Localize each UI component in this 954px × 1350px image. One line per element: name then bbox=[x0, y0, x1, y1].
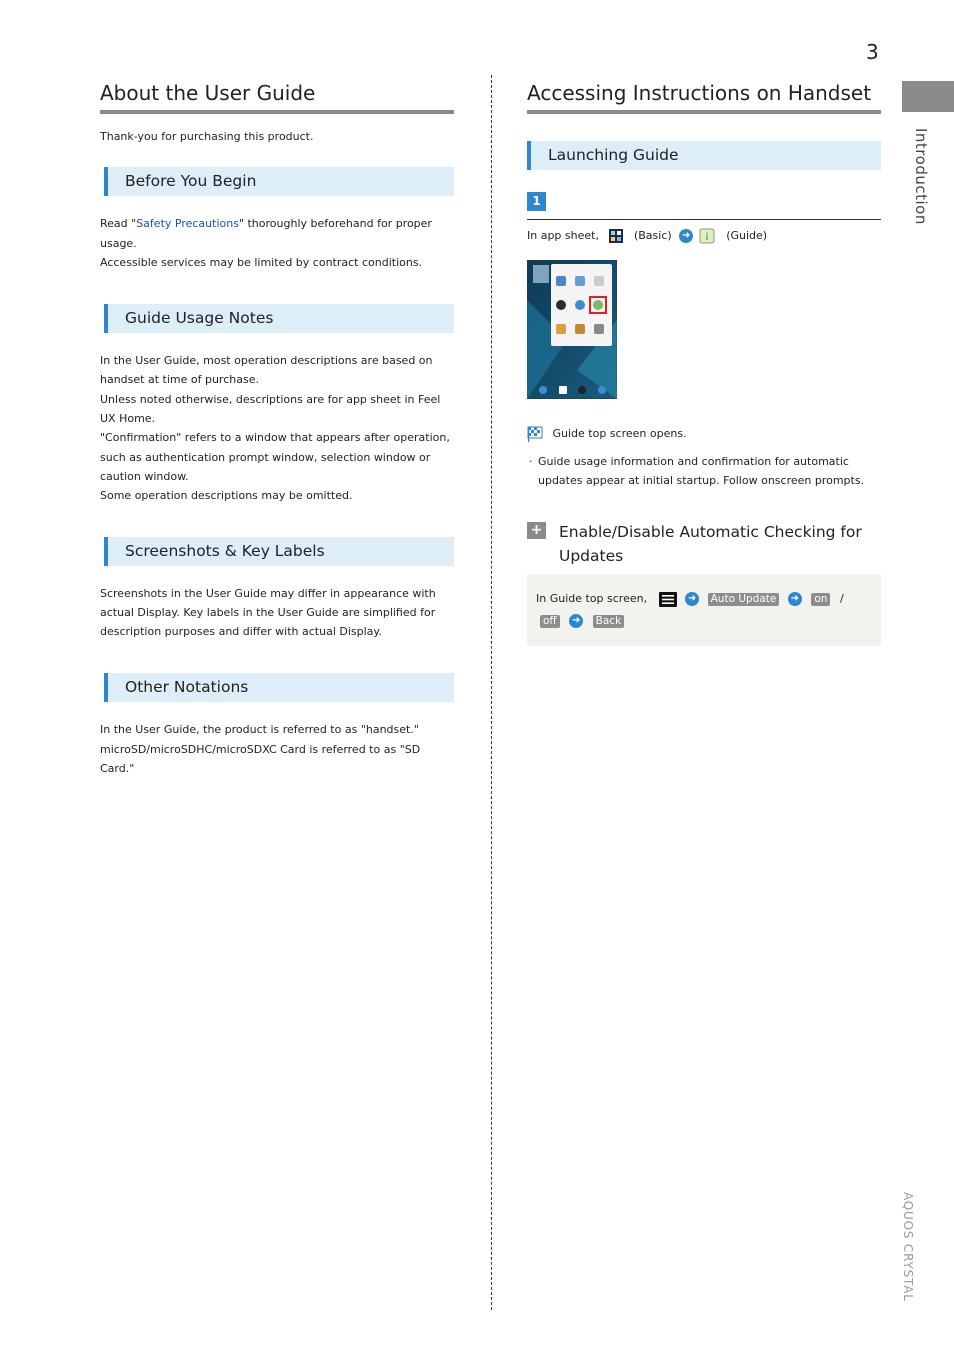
product-name: AQUOS CRYSTAL bbox=[901, 1192, 915, 1302]
usage-text bbox=[100, 351, 454, 505]
note-body: Guide usage information and confirmation for automatic updates appear at initial startup. Follow onscreen prompts. bbox=[538, 454, 865, 487]
read-suffix: " thoroughly beforehand for proper usage. bbox=[100, 217, 432, 250]
usage-line: In the User Guide, most operation descriptions are based on handset at time of purchase. bbox=[100, 354, 433, 387]
step-prefix: In app sheet, bbox=[527, 229, 599, 242]
read-prefix: Read " bbox=[100, 217, 137, 231]
result-text: Guide top screen opens. bbox=[552, 427, 687, 441]
step-rule bbox=[527, 219, 881, 220]
chapter-label: Introduction bbox=[912, 128, 930, 225]
auto-update-key[interactable]: Auto Update bbox=[708, 593, 780, 606]
slash-separator: / bbox=[839, 592, 844, 606]
subhead-other-notations: Other Notations bbox=[104, 673, 454, 702]
plus-icon: + bbox=[527, 522, 546, 539]
intro-text: Thank-you for purchasing this product. bbox=[100, 130, 314, 143]
tip-line-2 bbox=[536, 610, 872, 632]
section-title-accessing: Accessing Instructions on Handset bbox=[527, 80, 881, 114]
tip-box bbox=[527, 574, 881, 646]
right-column bbox=[527, 80, 881, 646]
page-title: About the User Guide bbox=[100, 80, 454, 114]
usage-line: Unless noted otherwise, descriptions are for app sheet in Feel UX Home. bbox=[100, 392, 441, 426]
subhead-guide-usage-notes: Guide Usage Notes bbox=[104, 304, 454, 333]
page-number: 3 bbox=[866, 40, 879, 64]
step-number: 1 bbox=[527, 192, 546, 211]
subhead-screenshots-key-labels: Screenshots & Key Labels bbox=[104, 537, 454, 566]
back-key[interactable]: Back bbox=[593, 615, 625, 628]
tip-line-1 bbox=[536, 588, 872, 610]
safety-precautions-link[interactable]: Safety Precautions bbox=[136, 217, 239, 231]
step-instruction bbox=[527, 226, 881, 245]
svg-text:i: i bbox=[705, 232, 709, 243]
arrow-right-icon: ➜ bbox=[569, 614, 583, 628]
column-divider bbox=[491, 75, 492, 1310]
tip-heading: Enable/Disable Automatic Checking for Updates bbox=[559, 523, 862, 566]
arrow-right-icon: ➜ bbox=[788, 592, 802, 606]
arrow-right-icon: ➜ bbox=[679, 229, 693, 243]
basic-label: (Basic) bbox=[633, 229, 672, 242]
checkered-flag-icon bbox=[527, 426, 543, 442]
subhead-launching-guide: Launching Guide bbox=[527, 141, 881, 170]
chapter-tab bbox=[902, 81, 954, 112]
tip-prefix: In Guide top screen, bbox=[536, 592, 648, 606]
tip-header bbox=[527, 520, 881, 568]
before-text bbox=[100, 214, 454, 272]
menu-icon[interactable] bbox=[659, 592, 677, 607]
step-header bbox=[527, 190, 881, 211]
arrow-right-icon: ➜ bbox=[685, 592, 699, 606]
app-sheet-icon[interactable] bbox=[608, 228, 624, 244]
other-text: In the User Guide, the product is referred to as "handset." microSD/microSDHC/microSDXC Card is referred to as "SD Card." bbox=[100, 723, 421, 776]
left-column bbox=[100, 80, 454, 778]
guide-icon[interactable] bbox=[699, 228, 715, 244]
screens-text: Screenshots in the User Guide may differ in appearance with actual Display. Key labels in the User Guide are simplified for description purposes and differ with actual Display. bbox=[100, 586, 436, 639]
contract-text: Accessible services may be limited by contract conditions. bbox=[100, 255, 423, 269]
off-key[interactable]: off bbox=[540, 615, 560, 628]
subhead-before-you-begin: Before You Begin bbox=[104, 167, 454, 196]
usage-line: "Confirmation" refers to a window that appears after operation, such as authentication prompt window, selection window or caution window. bbox=[100, 431, 450, 483]
on-key[interactable]: on bbox=[811, 593, 830, 606]
usage-line: Some operation descriptions may be omitted. bbox=[100, 489, 353, 503]
note-text: · Guide usage information and confirmation for automatic updates appear at initial startup. Follow onscreen prompts. bbox=[529, 454, 865, 487]
step-result bbox=[527, 424, 881, 443]
guide-label: (Guide) bbox=[726, 229, 768, 242]
app-sheet-screenshot bbox=[527, 260, 617, 399]
